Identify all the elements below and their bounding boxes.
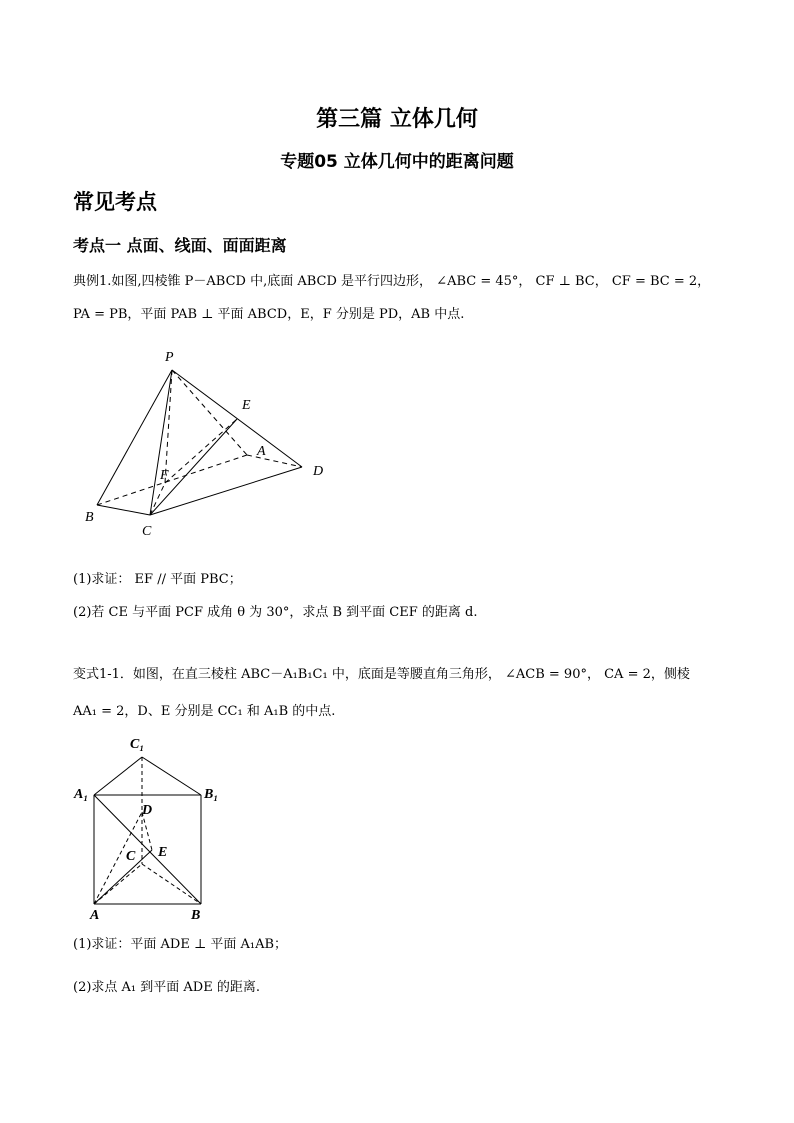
label-D: D — [313, 464, 324, 479]
edge-C1A1 — [94, 757, 142, 795]
label-A: A — [257, 444, 266, 459]
section-heading: 常见考点 — [73, 190, 157, 214]
example1-question2: (2)若 CE 与平面 PCF 成角 θ 为 30°，求点 B 到平面 CEF 的距离 d. — [73, 605, 478, 620]
example1-question1: (1)求证： EF // 平面 PBC； — [73, 572, 242, 587]
variant1-line2: AA₁ = 2，D、E 分别是 CC₁ 和 A₁B 的中点. — [73, 704, 336, 719]
example1-line2: PA = PB，平面 PAB ⊥ 平面 ABCD，E，F 分别是 PD，AB 中点. — [73, 307, 465, 322]
edge-PB — [97, 370, 172, 505]
edge-PD — [172, 370, 302, 467]
example1-line1: 典例1.如图,四棱锥 P－ABCD 中,底面 ABCD 是平行四边形， ∠ABC = 45°， CF ⊥ BC， CF = BC = 2， — [73, 274, 711, 289]
segment-PF — [165, 370, 172, 483]
page-title: 第三篇 立体几何 — [316, 107, 478, 132]
label-A: A — [90, 908, 100, 922]
pyramid-figure — [75, 345, 345, 545]
edge-PA — [172, 370, 247, 455]
label-D: D — [142, 803, 153, 818]
prism-figure — [70, 732, 230, 922]
variant1-question2: (2)求点 A₁ 到平面 ADE 的距离. — [73, 980, 260, 995]
label-E: E — [158, 845, 168, 860]
topic-heading: 考点一 点面、线面、面面距离 — [73, 236, 287, 255]
segment-CE — [150, 419, 237, 515]
variant1-question1: (1)求证：平面 ADE ⊥ 平面 A₁AB； — [73, 937, 288, 952]
label-B1: B₁ — [204, 787, 219, 802]
edge-PC — [150, 370, 172, 515]
label-C1: C₁ — [130, 737, 145, 752]
label-P: P — [165, 350, 174, 365]
label-B: B — [191, 908, 201, 922]
label-C: C — [142, 524, 152, 539]
label-F: F — [160, 468, 169, 483]
label-E: E — [242, 398, 251, 413]
edge-AC — [94, 864, 142, 904]
segment-AE — [94, 850, 152, 904]
edge-CD — [150, 467, 302, 515]
variant1-line1: 变式1-1．如图，在直三棱柱 ABC－A₁B₁C₁ 中，底面是等腰直角三角形， ∠ACB = 90°， CA = 2，侧棱 — [73, 667, 690, 682]
label-A1: A₁ — [74, 787, 89, 802]
edge-CB — [142, 864, 201, 904]
label-C: C — [126, 849, 136, 864]
segment-FE — [165, 419, 237, 483]
edge-C1B1 — [142, 757, 201, 795]
edge-BA — [97, 455, 247, 505]
edge-BC — [97, 505, 150, 515]
page-subtitle: 专题05 立体几何中的距离问题 — [280, 152, 514, 172]
label-B: B — [85, 510, 94, 525]
